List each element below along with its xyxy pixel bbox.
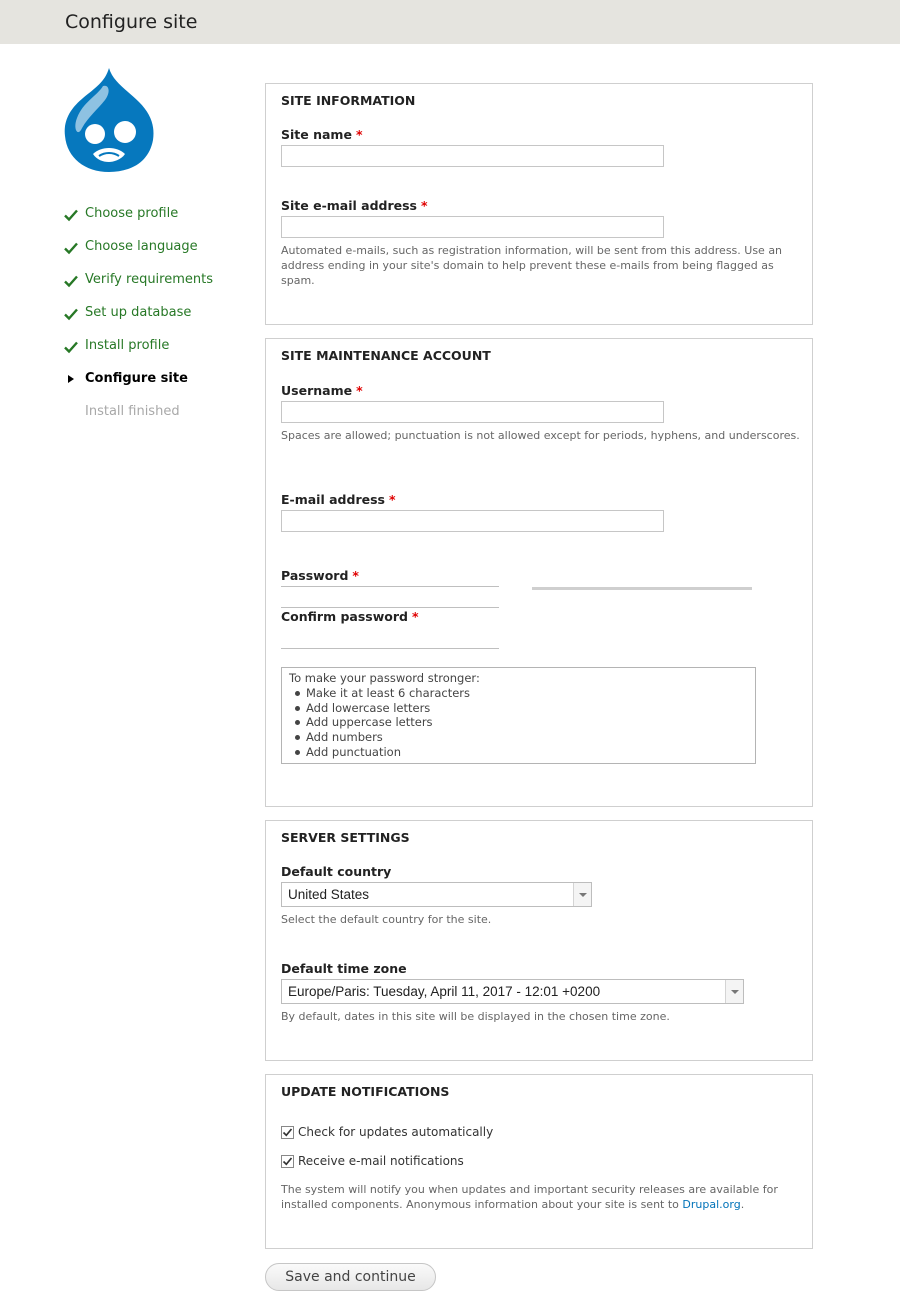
description-text: The system will notify you when updates and important security releases are available for installed components. Anonymous information about your site is sent to [281,1183,778,1211]
installer-steps [63,203,213,434]
site-email-label [281,198,428,213]
check-updates-checkbox[interactable] [281,1126,294,1139]
default-country-label: Default country [281,864,392,879]
account-email-label [281,492,396,507]
password-suggestions [281,667,756,764]
label-text: E-mail address [281,492,385,507]
required-marker: * [388,492,396,507]
site-name-label [281,127,362,142]
step-label: Choose profile [85,206,179,221]
step-label: Set up database [85,305,192,320]
checkmark-icon [282,1156,293,1167]
save-and-continue-button[interactable]: Save and continue [265,1263,436,1291]
step-choose-profile [63,203,213,236]
section-legend: SITE INFORMATION [281,93,416,108]
site-email-description: Automated e-mails, such as registration information, will be sent from this address. Use an address ending in your site's domain to help prevent these e-mails from being flagged as spam. [281,244,783,287]
label-text: Site e-mail address [281,198,417,213]
step-verify-requirements [63,269,213,302]
description-end: . [740,1198,745,1211]
default-country-select[interactable] [281,882,592,907]
checkmark-icon [282,1127,293,1138]
label-text: Username [281,383,353,398]
chevron-down-icon[interactable] [725,980,743,1003]
username-input[interactable] [281,401,664,423]
username-description: Spaces are allowed; punctuation is not allowed except for periods, hyphens, and underscores. [281,429,800,442]
list-item: Add numbers [289,730,748,745]
password-suggestions-title: To make your password stronger: [289,671,480,685]
check-updates-label[interactable]: Check for updates automatically [298,1125,494,1139]
password-strength-bar [532,587,752,590]
account-email-input[interactable] [281,510,664,532]
required-marker: * [411,609,419,624]
default-time-zone-select[interactable] [281,979,744,1004]
required-marker: * [355,127,363,142]
update-notifications-description [281,1182,801,1212]
required-marker: * [421,198,428,213]
step-label: Install profile [85,338,170,353]
default-time-zone-label: Default time zone [281,961,407,976]
list-item: Add punctuation [289,745,748,760]
drupal-drop-logo [63,66,155,172]
step-choose-language [63,236,213,269]
password-label [281,568,359,583]
chevron-down-icon[interactable] [573,883,591,906]
check-icon [63,273,79,289]
default-time-zone-description: By default, dates in this site will be displayed in the chosen time zone. [281,1010,670,1023]
check-icon [63,339,79,355]
username-label [281,383,363,398]
drupal-org-link[interactable]: Drupal.org [682,1198,741,1211]
update-notifications-section [265,1074,813,1249]
current-step-arrow-icon [68,375,74,383]
list-item: Make it at least 6 characters [289,686,748,701]
header-bar [0,0,900,44]
maintenance-account-section [265,338,813,807]
label-text: Password [281,568,349,583]
check-icon [63,240,79,256]
section-legend: SITE MAINTENANCE ACCOUNT [281,348,491,363]
step-label: Configure site [85,371,188,386]
password-input[interactable] [281,586,499,608]
step-label: Install finished [85,404,180,419]
section-legend: SERVER SETTINGS [281,830,410,845]
confirm-password-label [281,609,419,624]
step-install-finished [63,401,213,434]
check-icon [63,306,79,322]
step-configure-site [63,368,213,401]
label-text: Confirm password [281,609,408,624]
step-label: Choose language [85,239,198,254]
selected-value: Europe/Paris: Tuesday, April 11, 2017 - 12:01 +0200 [288,984,601,999]
page-title: Configure site [65,11,198,33]
site-email-input[interactable] [281,216,664,238]
server-settings-section [265,820,813,1061]
step-set-up-database [63,302,213,335]
site-information-section [265,83,813,325]
email-notifications-label[interactable]: Receive e-mail notifications [298,1154,464,1168]
email-notifications-checkbox[interactable] [281,1155,294,1168]
site-name-input[interactable] [281,145,664,167]
step-install-profile [63,335,213,368]
default-country-description: Select the default country for the site. [281,913,492,926]
section-legend: UPDATE NOTIFICATIONS [281,1084,450,1099]
confirm-password-input[interactable] [281,627,499,649]
check-icon [63,207,79,223]
step-label: Verify requirements [85,272,214,287]
label-text: Site name [281,127,352,142]
list-item: Add uppercase letters [289,715,748,730]
list-item: Add lowercase letters [289,701,748,716]
required-marker: * [356,383,363,398]
password-suggestions-list [289,686,748,760]
required-marker: * [352,568,359,583]
selected-value: United States [288,887,370,902]
